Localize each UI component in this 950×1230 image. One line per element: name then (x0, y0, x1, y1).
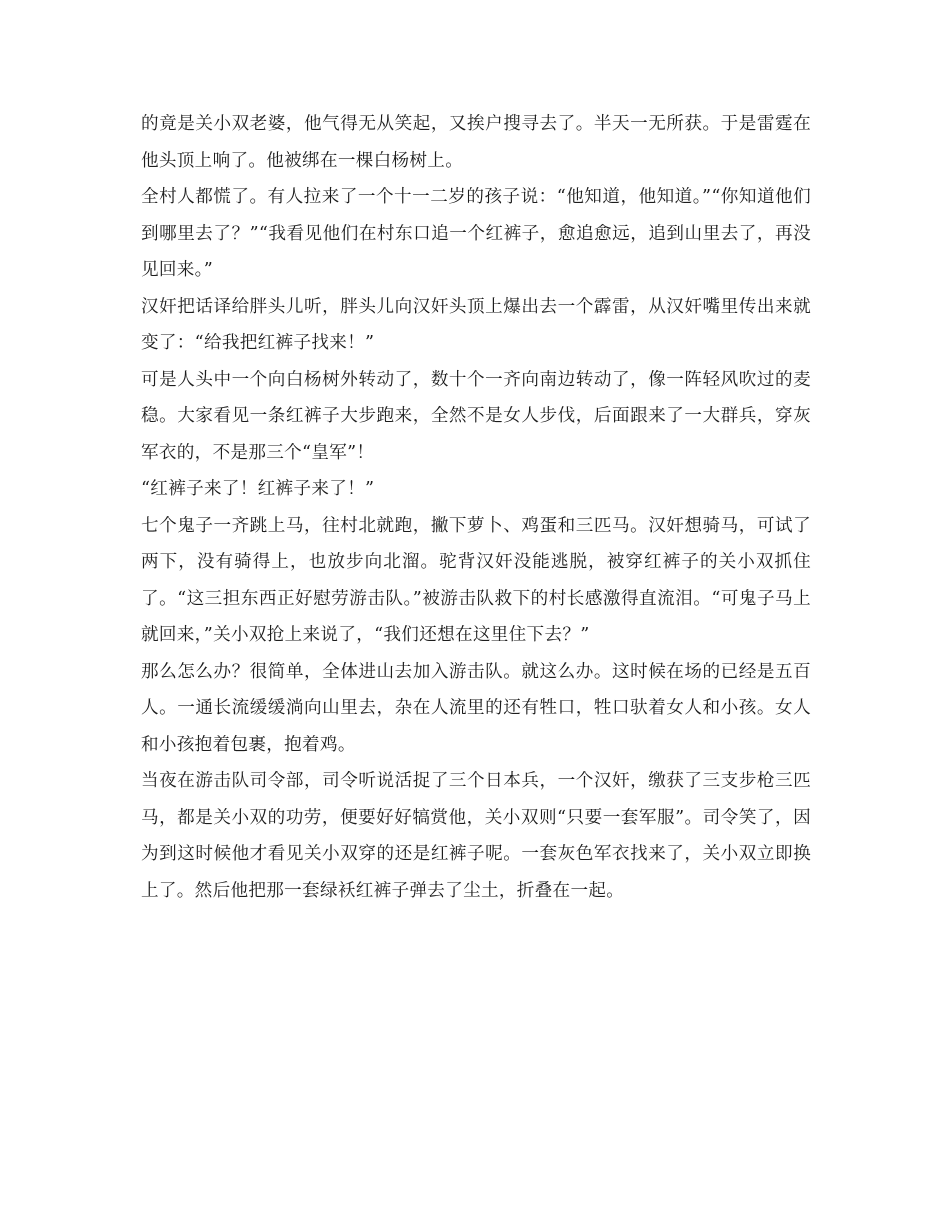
document-body (141, 106, 811, 909)
paragraph-7: 那么怎么办？很简单，全体进山去加入游击队。就这么办。这时候在场的已经是五百人。一通长流缓缓淌向山里去，杂在人流里的还有牲口，牲口驮着女人和小孩。女人和小孩抱着包裹，抱着鸡。 (141, 661, 811, 755)
paragraph-4: 可是人头中一个向白杨树外转动了，数十个一齐向南边转动了，像一阵轻风吹过的麦稳。大家看见一条红裤子大步跑来，全然不是女人步伐，后面跟来了一大群兵，穿灰军衣的，不是那三个“皇军”！ (141, 369, 811, 463)
paragraph-6: 七个鬼子一齐跳上马，往村北就跑，撇下萝卜、鸡蛋和三匹马。汉奸想骑马，可试了两下，没有骑得上，也放步向北溜。驼背汉奸没能逃脱，被穿红裤子的关小双抓住了。“这三担东西正好慰劳游击队。”被游击队救下的村长感激得直流泪。“可鬼子马上就回来，”关小双抢上来说了，“我们还想在这里住下去？” (141, 515, 811, 645)
paragraph-8: 当夜在游击队司令部，司令听说活捉了三个日本兵，一个汉奸，缴获了三支步枪三匹马，都是关小双的功劳，便要好好犒赏他，关小双则“只要一套军服”。司令笑了，因为到这时候他才看见关小双穿的还是红裤子呢。一套灰色军衣找来了，关小双立即换上了。然后他把那一套绿袄红裤子弹去了尘土，折叠在一起。 (141, 771, 811, 901)
paragraph-5: “红裤子来了！红裤子来了！” (141, 479, 375, 499)
paragraph-1: 的竟是关小双老婆，他气得无从笑起，又挨户搜寻去了。半天一无所获。于是雷霆在他头顶上响了。他被绑在一棵白杨树上。 (141, 114, 811, 171)
paragraph-2: 全村人都慌了。有人拉来了一个十一二岁的孩子说：“他知道，他知道。”“你知道他们到哪里去了？”“我看见他们在村东口追一个红裤子，愈追愈远，追到山里去了，再没见回来。” (141, 187, 811, 280)
paragraph-3: 汉奸把话译给胖头儿听，胖头儿向汉奸头顶上爆出去一个霹雷，从汉奸嘴里传出来就变了：“给我把红裤子找来！” (141, 296, 811, 353)
